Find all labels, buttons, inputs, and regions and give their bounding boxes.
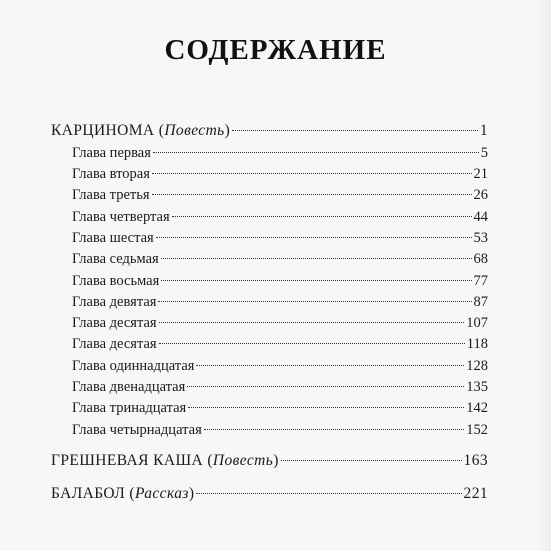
dot-leader (188, 407, 464, 408)
page-number: 107 (466, 315, 488, 331)
toc-entry-title: Глава двенадцатая (72, 379, 186, 395)
page-number: 68 (473, 251, 488, 267)
toc-entry-chapter (72, 420, 488, 440)
dot-leader (281, 460, 462, 461)
toc-entry-balabol (51, 484, 488, 504)
dot-leader (158, 301, 471, 302)
genre-label: Рассказ (134, 485, 189, 502)
toc-entry-title: Глава четырнадцатая (72, 422, 202, 438)
toc-entry-chapter (72, 185, 488, 205)
toc-entry-chapter (72, 313, 488, 333)
toc-entry-title: Глава десятая (72, 315, 157, 331)
dot-leader (152, 173, 472, 174)
page-number: 221 (463, 485, 488, 502)
toc-entry-chapter (72, 271, 488, 291)
toc-entry-title: ГРЕШНЕВАЯ КАША (Повесть) (51, 452, 279, 469)
toc-entry-title: Глава тринадцатая (72, 400, 187, 416)
page-number: 21 (473, 166, 488, 182)
page-number: 77 (473, 273, 488, 289)
dot-leader (172, 216, 472, 217)
page-number: 152 (466, 422, 488, 438)
dot-leader (232, 130, 478, 131)
page-number: 1 (479, 122, 488, 139)
dot-leader (161, 258, 472, 259)
toc-entry-chapter (72, 398, 488, 418)
toc-entry-carcinoma (51, 121, 488, 141)
toc-entry-chapter (72, 249, 488, 269)
dot-leader (196, 365, 464, 366)
toc-entry-title: Глава девятая (72, 294, 157, 310)
toc-entry-chapter (72, 356, 488, 376)
toc-entry-title: Глава третья (72, 187, 150, 203)
page-number: 163 (463, 452, 488, 469)
toc-entry-title: Глава десятая (72, 336, 157, 352)
toc-entry-chapter (72, 207, 488, 227)
toc-entry-chapter (72, 143, 488, 163)
dot-leader (159, 343, 465, 344)
page-number: 87 (473, 294, 488, 310)
toc-entry-chapter (72, 377, 488, 397)
dot-leader (153, 152, 479, 153)
page-number: 26 (473, 187, 488, 203)
dot-leader (196, 493, 461, 494)
toc-entry-title: Глава шестая (72, 230, 154, 246)
page-number: 135 (466, 379, 488, 395)
genre-label: Повесть (212, 452, 274, 469)
page-number: 53 (473, 230, 488, 246)
toc-entry-title: Глава восьмая (72, 273, 160, 289)
toc-entry-title: Глава вторая (72, 166, 150, 182)
dot-leader (161, 280, 471, 281)
dot-leader (187, 386, 464, 387)
toc-entry-chapter (72, 334, 488, 354)
page-number: 118 (466, 336, 488, 352)
toc-entry-title: Глава первая (72, 145, 151, 161)
toc-entry-title: Глава седьмая (72, 251, 159, 267)
toc-entry-title: Глава одиннадцатая (72, 358, 195, 374)
page-title: СОДЕРЖАНИЕ (164, 34, 387, 66)
dot-leader (159, 322, 465, 323)
toc-entry-title: БАЛАБОЛ (Рассказ) (51, 485, 195, 502)
toc-entry-greshnevaya-kasha (51, 451, 488, 471)
dot-leader (156, 237, 472, 238)
page-number: 128 (466, 358, 488, 374)
dot-leader (152, 194, 472, 195)
toc-entry-title: Глава четвертая (72, 209, 170, 225)
page-number: 44 (473, 209, 488, 225)
toc-entry-chapter (72, 228, 488, 248)
dot-leader (204, 429, 465, 430)
toc-entry-chapter (72, 292, 488, 312)
page-number: 142 (466, 400, 488, 416)
genre-label: Повесть (164, 122, 225, 139)
toc-entry-title: КАРЦИНОМА (Повесть) (51, 122, 231, 139)
page-number: 5 (480, 145, 488, 161)
toc-entry-chapter (72, 164, 488, 184)
